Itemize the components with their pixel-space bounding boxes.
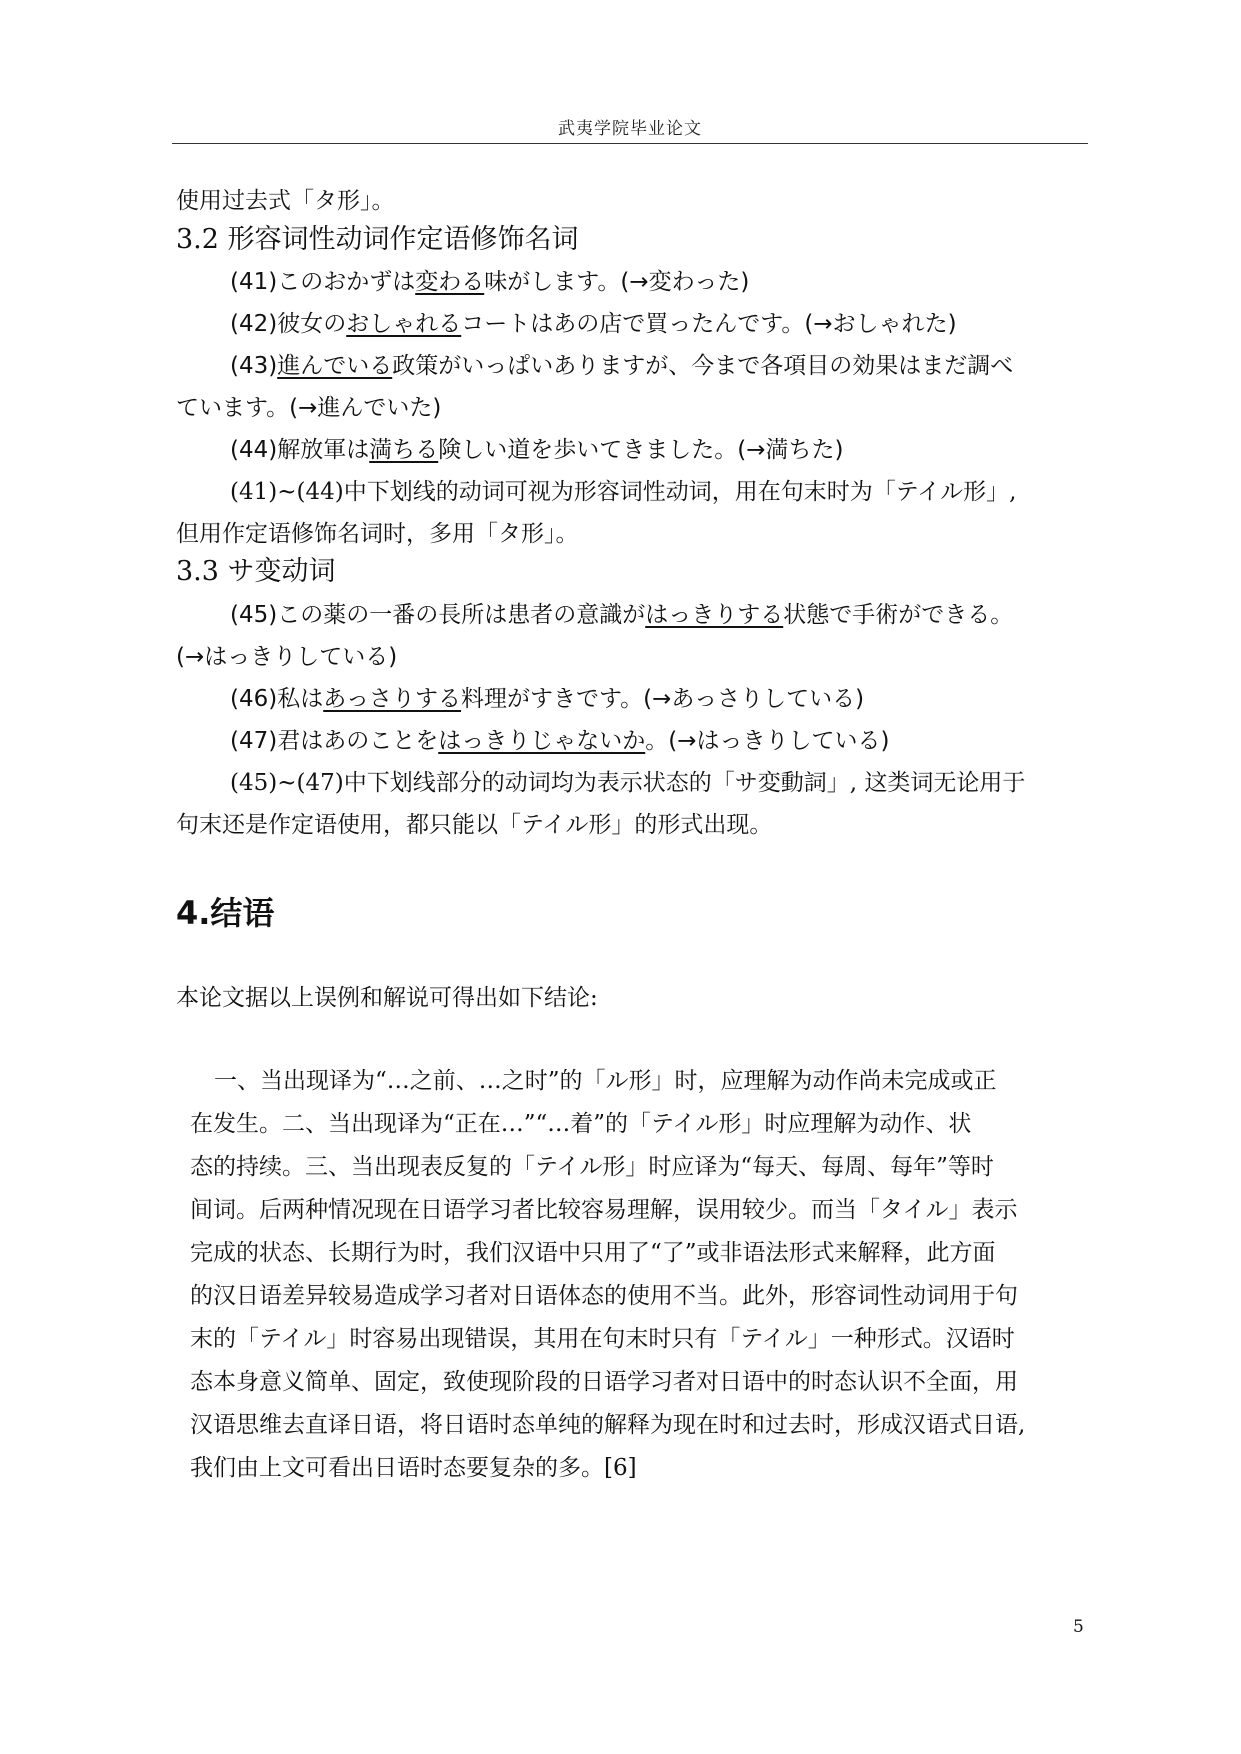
paragraph-line: (45)~(47)中下划线部分的动词均为表示状态的「サ変動詞」, 这类词无论用于 <box>230 770 1026 796</box>
conclusion-line: 在发生。二、当出现译为“正在…”“…着”的「テイル形」时应理解为动作、状 <box>190 1111 972 1137</box>
example-46: (46)私はあっさりする料理がすきです。(→あっさりしている) <box>230 686 865 712</box>
example-44: (44)解放軍は満ちる険しい道を歩いてきました。(→満ちた) <box>230 437 844 463</box>
underlined-verb: はっきりする <box>645 602 784 628</box>
conclusion-line: 汉语思维去直译日语，将日语时态单纯的解释为现在时和过去时，形成汉语式日语, <box>190 1412 1026 1438</box>
paragraph-line: 但用作定语修饰名词时，多用「タ形」。 <box>176 521 579 547</box>
underlined-verb: 変わる <box>415 269 485 295</box>
running-header: 武夷学院毕业论文 <box>558 119 702 139</box>
example-43: (43)進んでいる政策がいっぱいありますが、今まで各項目の効果はまだ調べ <box>230 353 1014 379</box>
underlined-verb: 満ちる <box>369 437 439 463</box>
example-41: (41)このおかずは変わる味がします。(→変わった) <box>230 269 750 295</box>
paragraph-line: (41)~(44)中下划线的动词可视为形容词性动词，用在句末时为「テイル形」, <box>230 479 1017 505</box>
paragraph-line: 句末还是作定语使用，都只能以「テイル形」的形式出现。 <box>176 812 773 838</box>
conclusion-line: 态本身意义简单、固定，致使现阶段的日语学习者对日语中的时态认识不全面，用 <box>190 1369 1018 1395</box>
example-47: (47)君はあのことをはっきりじゃないか。(→はっきりしている) <box>230 728 890 754</box>
example-43-continued: ています。(→進んでいた) <box>176 395 442 421</box>
example-45-continued: (→はっきりしている) <box>176 644 398 670</box>
example-42: (42)彼女のおしゃれるコートはあの店で買ったんです。(→おしゃれた) <box>230 311 957 337</box>
underlined-verb: はっきりじゃないか <box>438 728 646 754</box>
example-45: (45)この薬の一番の長所は患者の意識がはっきりする状態で手術ができる。 <box>230 602 1014 628</box>
chapter-heading-4: 4.结语 <box>176 894 275 932</box>
conclusion-line: 我们由上文可看出日语时态要复杂的多。[6] <box>190 1455 637 1481</box>
page-number: 5 <box>1073 1617 1084 1637</box>
underlined-verb: おしゃれる <box>346 311 462 337</box>
conclusion-line: 间词。后两种情况现在日语学习者比较容易理解，误用较少。而当「タイル」表示 <box>190 1197 1018 1223</box>
underlined-verb: あっさりする <box>323 686 461 712</box>
conclusion-line: 的汉日语差异较易造成学习者对日语体态的使用不当。此外，形容词性动词用于句 <box>190 1283 1018 1309</box>
header-rule <box>172 143 1088 144</box>
underlined-verb: 進んでいる <box>277 353 393 379</box>
section-heading-3-3: 3.3 サ变动词 <box>176 556 336 587</box>
conclusion-line: 末的「テイル」时容易出现错误，其用在句末时只有「テイル」一种形式。汉语时 <box>190 1326 1015 1352</box>
conclusion-intro: 本论文据以上误例和解说可得出如下结论: <box>176 985 598 1011</box>
paragraph-line: 使用过去式「タ形」。 <box>176 188 395 214</box>
conclusion-line: 一、当出现译为“…之前、…之时”的「ル形」时，应理解为动作尚未完成或正 <box>214 1068 997 1094</box>
conclusion-line: 态的持续。三、当出现表反复的「テイル形」时应译为“每天、每周、每年”等时 <box>190 1154 994 1180</box>
section-heading-3-2: 3.2 形容词性动词作定语修饰名词 <box>176 224 579 255</box>
conclusion-line: 完成的状态、长期行为时，我们汉语中只用了“了”或非语法形式来解释，此方面 <box>190 1240 996 1266</box>
